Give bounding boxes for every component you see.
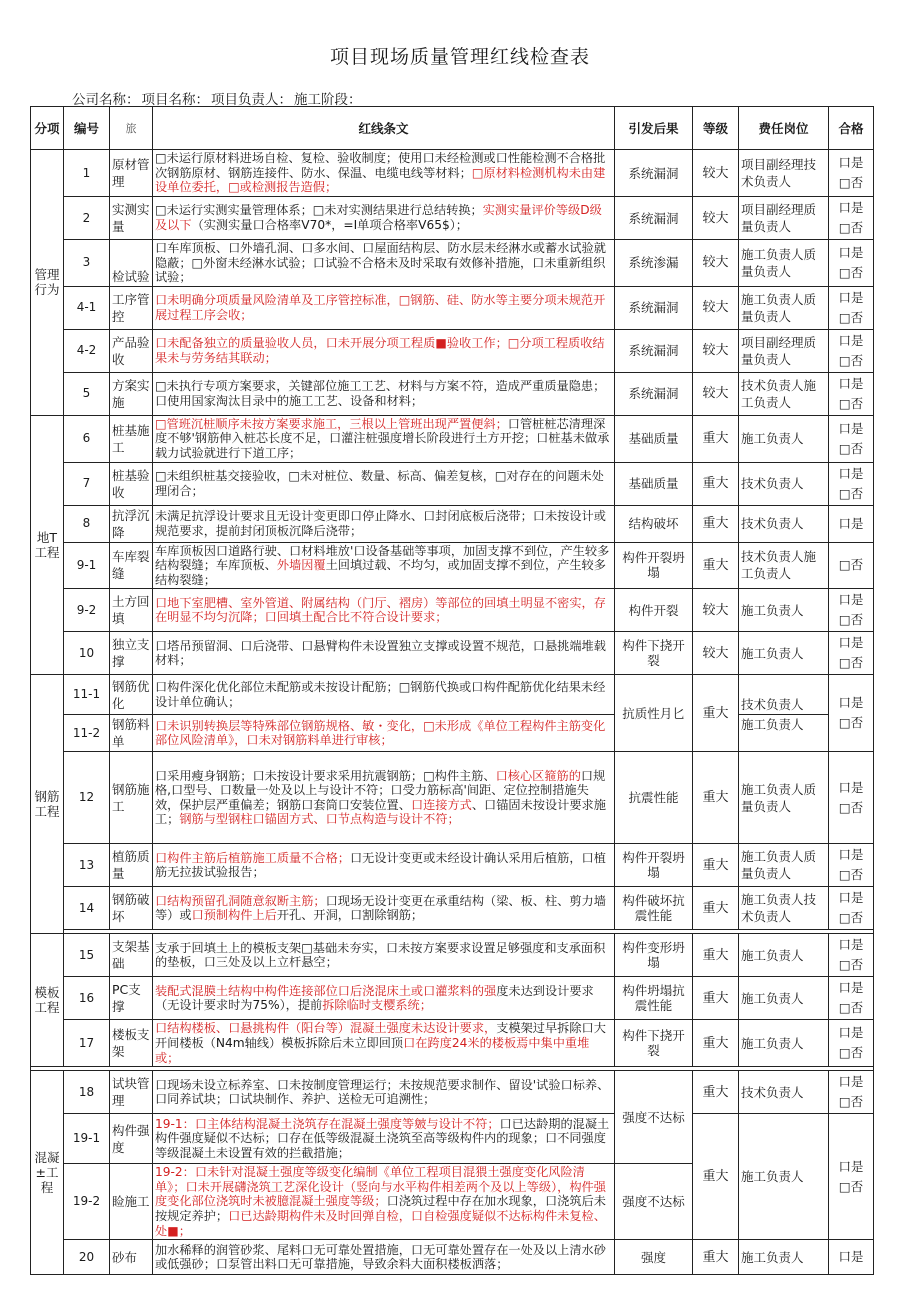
row-consequence: 构件破坏抗震性能 <box>615 887 693 930</box>
row-no: 10 <box>64 632 110 675</box>
table-row <box>31 632 874 675</box>
table-row <box>31 505 874 542</box>
header-level: 等级 <box>693 107 739 150</box>
row-clause <box>153 240 615 287</box>
pass-cell[interactable] <box>829 632 874 675</box>
row-no: 2 <box>64 197 110 240</box>
row-post: 施工负责人 <box>739 1020 829 1067</box>
clause-red-text: 拆除临时支樱系统； <box>322 998 432 1013</box>
pass-no-checkbox[interactable]: □否 <box>838 309 864 325</box>
row-item: 实测实量 <box>110 197 153 240</box>
row-clause <box>153 1071 615 1114</box>
table-row <box>31 542 874 589</box>
table-row <box>31 415 874 462</box>
pass-yes-checkbox[interactable]: 口是 <box>838 155 864 170</box>
project-field: 项目名称： <box>141 92 209 108</box>
clause-red-text: 口未明确分项质量风险清单及工序管控标准，□钢筋、硅、防水等主要分项未规范开展过程工序会收； <box>155 293 606 322</box>
clause-text: 开孔、开洞，口割除钢筋； <box>276 908 424 923</box>
row-clause <box>153 505 615 542</box>
clause-text: 口塔吊预留洞、口后浇带、口悬臂构件未设置独立支撑或设置不规范，口悬挑端堆载材料； <box>155 638 606 668</box>
pass-yes-checkbox[interactable]: 口是 <box>838 1025 864 1041</box>
pass-yes-checkbox[interactable]: 口是 <box>838 779 864 795</box>
clause-text: 、口锚固未按设计要求施工； <box>155 797 606 827</box>
row-no: 3 <box>64 240 110 287</box>
pass-no-checkbox[interactable]: □否 <box>838 485 864 501</box>
pass-cell[interactable] <box>829 505 874 542</box>
pass-yes-checkbox[interactable]: 口是 <box>838 200 864 215</box>
row-consequence: 构件开裂坍塌 <box>615 542 693 589</box>
pass-no-checkbox[interactable]: □否 <box>838 220 864 235</box>
pass-cell[interactable] <box>829 752 874 844</box>
row-clause <box>153 715 615 752</box>
table-row <box>31 844 874 887</box>
clause-text: 口现场未设立标养室、口未按制度管理运行；未按规范要求制作、留设'试验口标养、口同养试块；口试块制作、养护、送检无可追溯性； <box>155 1077 610 1107</box>
table-row <box>31 715 874 752</box>
row-level: 重大 <box>693 462 739 505</box>
table-row <box>31 240 874 287</box>
row-consequence: 系统漏洞 <box>615 329 693 372</box>
section-under: 地T工程 <box>31 415 64 675</box>
row-item: 桩基施工 <box>110 415 153 462</box>
row-item: 支架基础 <box>110 934 153 977</box>
row-clause <box>153 542 615 589</box>
pass-cell[interactable] <box>829 542 874 589</box>
row-consequence: 构件开裂 <box>615 589 693 632</box>
row-item: 检试验 <box>110 240 153 287</box>
row-post: 施工负责人 <box>739 977 829 1020</box>
row-level: 较大 <box>693 329 739 372</box>
row-level: 重大 <box>693 1240 739 1275</box>
inspection-table <box>30 106 874 1275</box>
clause-text: 口车库顶板、口外墙孔洞、口多水间、口屋面结构层、防水层未经淋水或蓄水试验就隐蔽；□外窗未经淋水试验；口试验不合格未及时采取有效修补措施，口未重新组织试验； <box>155 241 606 285</box>
table-row <box>31 887 874 930</box>
row-level: 重大 <box>693 977 739 1020</box>
row-clause <box>153 632 615 675</box>
row-post: 施工负责人质量负责人 <box>739 752 829 844</box>
clause-text: 未满足抗浮设计要求且无设计变更即口停止降水、口封闭底板后浇带；口未按设计或规范要求，提前封闭顶板沉降后浇带； <box>155 508 606 538</box>
header-consequence: 引发后果 <box>615 107 693 150</box>
row-item: 钢筋优化 <box>110 675 153 715</box>
row-clause <box>153 197 615 240</box>
row-post: 项目副经理质量负责人 <box>739 329 829 372</box>
row-consequence: 强度不达标 <box>615 1164 693 1240</box>
clause-text: □未运行实测实量管理体系；□未对实测结果进行总结转换； <box>155 203 483 218</box>
row-no: 9-2 <box>64 589 110 632</box>
pass-yes-checkbox[interactable]: 口是 <box>838 465 864 481</box>
row-consequence: 系统漏洞 <box>615 372 693 415</box>
clause-text: 口无设计变更或未经设计确认采用后植筋，口植筋无拉拔试验报告； <box>155 850 606 880</box>
pass-no-checkbox[interactable]: □否 <box>838 867 864 883</box>
row-post: 施工负责人 <box>739 1114 829 1240</box>
row-consequence: 基础质量 <box>615 462 693 505</box>
pass-no-checkbox[interactable]: □否 <box>838 910 864 926</box>
row-no: 4-2 <box>64 329 110 372</box>
row-post: 施工负责人质量负责人 <box>739 844 829 887</box>
row-item: 钢筋料单 <box>110 715 153 752</box>
row-post: 施工负责人 <box>739 632 829 675</box>
table-row <box>31 197 874 240</box>
row-clause <box>153 1164 615 1240</box>
row-consequence: 强度 <box>615 1240 693 1275</box>
row-level: 重大 <box>693 1114 739 1240</box>
pass-yes-checkbox[interactable]: 口是 <box>838 695 864 711</box>
clause-red-text: 装配式混膜土结构中构件连接部位口后浇混床土或口灌浆料的强 <box>155 983 497 998</box>
row-level: 重大 <box>693 752 739 844</box>
row-level: 较大 <box>693 372 739 415</box>
pass-no-checkbox[interactable]: □否 <box>838 715 864 731</box>
row-no: 12 <box>64 752 110 844</box>
clause-text: （实测实量口合格率V70*，=I单项合格率V65$）； <box>191 218 468 232</box>
pass-cell[interactable] <box>829 150 874 197</box>
pass-yes-checkbox[interactable]: 口是 <box>838 1074 864 1090</box>
pass-no-checkbox[interactable]: □否 <box>838 352 864 368</box>
clause-text: 口采用瘦身钢筋；口未按设计要求采用抗震钢筋；□构件主筋、 <box>155 768 496 783</box>
pass-no-checkbox[interactable]: □否 <box>838 1000 864 1016</box>
row-item: 构件强度 <box>110 1114 153 1164</box>
clause-red-text: 口在跨度24米的楼板焉中集中重堆或； <box>155 1035 590 1065</box>
row-item: 原材管理 <box>110 150 153 197</box>
clause-red-text: 口结构楼板、口悬挑构件（阳台等）混凝土强度未达设计要求， <box>155 1021 497 1036</box>
row-consequence: 系统渗漏 <box>615 240 693 287</box>
pass-yes-checkbox[interactable]: 口是 <box>838 937 864 953</box>
pass-no-checkbox[interactable]: □否 <box>838 655 864 671</box>
row-level: 较大 <box>693 240 739 287</box>
pass-cell[interactable] <box>829 240 874 287</box>
pass-cell[interactable] <box>829 197 874 240</box>
pass-yes-checkbox[interactable]: 口是 <box>838 289 864 305</box>
row-no: 15 <box>64 934 110 977</box>
row-no: 6 <box>64 415 110 462</box>
row-consequence: 系统漏洞 <box>615 197 693 240</box>
table-row <box>31 675 874 715</box>
table-row <box>31 372 874 415</box>
row-post: 施工负责人 <box>739 1240 829 1275</box>
row-clause <box>153 752 615 844</box>
table-row <box>31 462 874 505</box>
row-no: 18 <box>64 1071 110 1114</box>
row-clause <box>153 150 615 197</box>
pass-no-checkbox[interactable]: □否 <box>838 395 864 411</box>
table-row <box>31 329 874 372</box>
row-no: 1 <box>64 150 110 197</box>
clause-text: 度未达到设计要求（无设计要求时为75%），提前 <box>155 983 594 1013</box>
pass-cell[interactable] <box>829 415 874 462</box>
row-item: 钢筋施工 <box>110 752 153 844</box>
row-item: 车库裂缝 <box>110 542 153 589</box>
table-row <box>31 150 874 197</box>
pass-cell[interactable] <box>829 1071 874 1114</box>
company-field: 公司名称： <box>72 92 140 108</box>
clause-text: 土回填过载、不均匀，或加固支撑不到位，产生较多结构裂缝； <box>155 558 606 587</box>
row-no: 8 <box>64 505 110 542</box>
row-no: 11-1 <box>64 675 110 715</box>
clause-text: □未组织桩基交接验收，□未对桩位、数量、标高、偏差复核，□对存在的问题未处理闭合； <box>155 468 604 498</box>
pass-no-checkbox[interactable]: □否 <box>838 799 864 815</box>
row-no: 14 <box>64 887 110 930</box>
row-post: 项目副经理技术负责人 <box>739 150 829 197</box>
pass-no-checkbox[interactable]: □否 <box>838 1178 864 1194</box>
row-item: 楼板支架 <box>110 1020 153 1067</box>
row-clause <box>153 675 615 715</box>
row-item: 独立支撑 <box>110 632 153 675</box>
row-clause <box>153 1240 615 1275</box>
table-row <box>31 1071 874 1114</box>
row-post: 技术负责人 <box>739 505 829 542</box>
clause-text: 车库顶板因口道路行驶、口材料堆放'口设备基础等事项，加固支撑不到位，产生较多结构裂缝；车库顶板、 <box>155 543 610 573</box>
pass-yes-checkbox[interactable]: 口是 <box>838 515 864 531</box>
row-no: 16 <box>64 977 110 1020</box>
pass-yes-checkbox[interactable]: 口是 <box>838 847 864 863</box>
row-clause <box>153 1114 615 1164</box>
section-conc: 混凝±工程 <box>31 1071 64 1275</box>
row-consequence: 系统漏洞 <box>615 286 693 329</box>
section-form: 模板工程 <box>31 934 64 1067</box>
row-clause <box>153 589 615 632</box>
clause-text: 口管桩桩芯清理深度不够'钢筋伸入桩芯长度不足，口灌注桩强度增长阶段进行土方开挖；口桩基未做承载力试验就进行下道工序； <box>155 416 610 460</box>
clause-red-text: 口地下室肥槽、室外管道、附属结构（门厅、褶房）等部位的回填土明显不密实，存在明显不均匀沉降；口回填土配合比不符合设计要求； <box>155 595 606 625</box>
row-clause <box>153 286 615 329</box>
row-post: 施工负责人 <box>739 415 829 462</box>
document-meta <box>72 88 364 108</box>
pass-yes-checkbox[interactable]: 口是 <box>838 1158 864 1174</box>
row-clause <box>153 372 615 415</box>
row-consequence: 构件变形坍塌 <box>615 934 693 977</box>
clause-red-text: 实测实量评价等级D级及以下 <box>155 203 602 232</box>
row-level: 重大 <box>693 1020 739 1067</box>
clause-text: 口构件深化优化部位未配筋或未按设计配筋；□钢筋代换或口构件配筋优化结果未经设计单位确认； <box>155 680 606 709</box>
row-clause <box>153 1020 615 1067</box>
header-no: 编号 <box>64 107 110 150</box>
header-pass: 合格 <box>829 107 874 150</box>
table-row <box>31 1020 874 1067</box>
pass-yes-checkbox[interactable]: 口是 <box>838 244 864 260</box>
row-level: 重大 <box>693 542 739 589</box>
row-level: 重大 <box>693 934 739 977</box>
row-consequence: 构件下挠开裂 <box>615 1020 693 1067</box>
row-item: 砂布 <box>110 1240 153 1275</box>
row-no: 19-1 <box>64 1114 110 1164</box>
row-clause <box>153 462 615 505</box>
pass-cell[interactable] <box>829 844 874 887</box>
clause-red-text: □管班沉桩顺序未按方案要求施工，三根以上管班出现严置便斜； <box>155 416 508 431</box>
row-post: 施工负责人 <box>739 934 829 977</box>
row-level: 重大 <box>693 844 739 887</box>
row-no: 9-1 <box>64 542 110 589</box>
row-post: 施工负责人技术负责人 <box>739 887 829 930</box>
clause-red-text: 口已达龄期构件未及时回弹自检，口自检强度疑似不达标构件未复检、处■； <box>155 1208 606 1238</box>
pass-yes-checkbox[interactable]: 口是 <box>838 332 864 348</box>
pass-yes-checkbox[interactable]: 口是 <box>838 420 864 436</box>
table-row <box>31 589 874 632</box>
clause-red-text: 19-2：口未针对混凝土强度等级变化编制《单位工程项目混猥土强度变化风险清单》；口未开展礴浇筑工艺深化设计（竖向与水平构件相差两个及以上等级），构件强度变化部位浇筑时未被臆混凝土强度等级； <box>155 1165 606 1209</box>
row-level: 重大 <box>693 415 739 462</box>
table-row <box>31 1240 874 1275</box>
header-post: 费任岗位 <box>739 107 829 150</box>
row-level: 较大 <box>693 150 739 197</box>
pass-cell[interactable] <box>829 462 874 505</box>
clause-text: 口规格,口型号、口数量一处及以上与设计不符；口受力筋标高'间距、定位控制措施失效，保护层严重偏差；钢筋口套筒口安装位置、 <box>155 768 606 812</box>
row-post: 项目副经理质量负责人 <box>739 197 829 240</box>
section-rebar: 钢筋工程 <box>31 675 64 934</box>
row-level: 重大 <box>693 505 739 542</box>
table-header <box>31 107 874 150</box>
pass-yes-checkbox[interactable]: 口是 <box>838 375 864 391</box>
clause-text: □未运行原材料进场自检、复检、验收制度；使用口未经检测或口性能检测不合格批次钢筋原材、钢筋连接件、防水、保温、电缆电线等材料； <box>155 151 606 180</box>
clause-red-text: 19-1：口主体结构混凝土浇筑存在混凝土强度等皴与设计不符； <box>155 1116 500 1131</box>
pass-yes-checkbox[interactable]: 口是 <box>838 980 864 996</box>
row-consequence: 基础质量 <box>615 415 693 462</box>
row-level: 较大 <box>693 286 739 329</box>
row-consequence: 构件开裂坍塌 <box>615 844 693 887</box>
row-consequence: 结构破坏 <box>615 505 693 542</box>
row-clause <box>153 887 615 930</box>
row-clause <box>153 415 615 462</box>
row-level: 较大 <box>693 589 739 632</box>
clause-text: 口已达龄期的混凝土构件强度疑似不达标；口存在低等级混凝土浇筑至高等级构件内的现象；口不同强度等级混凝土未设置有效的拦截措施； <box>155 1116 610 1160</box>
row-clause <box>153 329 615 372</box>
pass-cell[interactable] <box>829 329 874 372</box>
pass-yes-checkbox[interactable]: 口是 <box>838 635 864 651</box>
pass-yes-checkbox[interactable]: 口是 <box>838 890 864 906</box>
row-no: 11-2 <box>64 715 110 752</box>
row-level: 重大 <box>693 675 739 752</box>
row-no: 5 <box>64 372 110 415</box>
row-level: 重大 <box>693 887 739 930</box>
row-no: 19-2 <box>64 1164 110 1240</box>
pass-no-checkbox[interactable]: □否 <box>838 957 864 973</box>
clause-red-text: 口未识别转换层等特殊部位钢筋规格、敏・变化，□未形成《单位工程构件主筋变化部位风险清单》，口未对钢筋料单进行审核； <box>155 718 606 748</box>
row-item: 工序管控 <box>110 286 153 329</box>
row-consequence: 抗震性能 <box>615 752 693 844</box>
clause-text: 加水稀释的润管砂浆、尾料口无可靠处置措施，口无可靠处置存在一处及以上清水砂或低强砂；口泵管出料口无可靠措施，导致余料大面积楼板洒落； <box>155 1242 606 1272</box>
row-consequence: 构件下挠开裂 <box>615 632 693 675</box>
pass-cell[interactable] <box>829 887 874 930</box>
pass-no-checkbox[interactable]: □否 <box>838 440 864 456</box>
row-item: 植筋质量 <box>110 844 153 887</box>
section-mgmt: 管理行为 <box>31 150 64 416</box>
row-clause <box>153 934 615 977</box>
pass-no-checkbox[interactable]: □否 <box>838 1045 864 1061</box>
row-item: 试块管理 <box>110 1071 153 1114</box>
pass-cell[interactable] <box>829 286 874 329</box>
row-consequence: 抗质性月匕 <box>615 675 693 752</box>
row-item: PC支撑 <box>110 977 153 1020</box>
row-item: 方案实施 <box>110 372 153 415</box>
clause-red-text: □原材料检测机构未由建设单位委托，□或检测报告造假； <box>155 165 606 195</box>
row-item: 抗浮沉降 <box>110 505 153 542</box>
pass-no-checkbox[interactable]: □否 <box>838 557 864 573</box>
clause-text: 口浇筑过程中存在加水现象，口浇筑后未按规定养护； <box>155 1194 606 1223</box>
table-row <box>31 1114 874 1164</box>
pass-cell[interactable] <box>829 372 874 415</box>
pass-no-checkbox[interactable]: □否 <box>838 1094 864 1110</box>
row-post: 施工负责人 <box>739 715 829 752</box>
row-level: 较大 <box>693 632 739 675</box>
header-clause: 红线条文 <box>153 107 615 150</box>
row-post: 技术负责人施工负责人 <box>739 542 829 589</box>
row-item: 桩基验收 <box>110 462 153 505</box>
manager-field: 项目负责人： <box>211 92 292 108</box>
pass-cell[interactable] <box>829 1020 874 1067</box>
clause-red-text: 口预制构件上后 <box>191 908 277 923</box>
row-no: 17 <box>64 1020 110 1067</box>
page-title: 项目现场质量管理红线检查表 <box>329 46 590 68</box>
row-post: 施工负责人 <box>739 589 829 632</box>
row-level: 重大 <box>693 1071 739 1114</box>
clause-red-text: 钢筋与型钢柱口锚固方式、口节点构造与设计不符； <box>179 812 460 827</box>
table-row <box>31 934 874 977</box>
pass-no-checkbox[interactable]: □否 <box>838 175 864 190</box>
row-post: 技术负责人 <box>739 1071 829 1114</box>
row-clause <box>153 977 615 1020</box>
row-post: 技术负责人 <box>739 462 829 505</box>
header-section: 分项 <box>31 107 64 150</box>
row-consequence: 系统漏洞 <box>615 150 693 197</box>
table-row <box>31 286 874 329</box>
pass-cell[interactable] <box>829 1114 874 1240</box>
row-no: 20 <box>64 1240 110 1275</box>
pass-no-checkbox[interactable]: □否 <box>838 264 864 280</box>
clause-red-text: 口构件主筋后植筋施工质量不合格； <box>155 850 350 865</box>
pass-no-checkbox[interactable]: □否 <box>838 612 864 628</box>
row-post: 技术负责人施工负责人 <box>739 372 829 415</box>
clause-red-text: 口结构预留孔洞随意叙断主筋； <box>155 893 326 908</box>
table-row <box>31 752 874 844</box>
row-consequence: 构件坍塌抗震性能 <box>615 977 693 1020</box>
clause-text: 支承于回填土上的模板支架□基础未夯实，口未按方案要求设置足够强度和支承面积的垫板，口三处及以上立杆悬空； <box>155 940 606 970</box>
row-level: 较大 <box>693 197 739 240</box>
clause-text: 支模架过早拆除口大开间楼板（N4m轴线）模板拆除后未立即回顶 <box>155 1021 606 1050</box>
stage-field: 施工阶段： <box>294 92 362 108</box>
row-item: 睑施工 <box>110 1164 153 1240</box>
clause-text: 口现场无设计变更在承重结构（梁、板、柱、剪力墙等）或 <box>155 893 606 923</box>
row-consequence: 强度不达标 <box>615 1071 693 1164</box>
pass-cell[interactable] <box>829 675 874 752</box>
clause-text: □未执行专项方案要求，关键部位施工工艺、材料与方案不符，造成严重质量隐患；口使用国家淘汰目录中的施工工艺、设备和材料； <box>155 379 606 408</box>
row-no: 4-1 <box>64 286 110 329</box>
pass-yes-checkbox[interactable]: 口是 <box>838 592 864 608</box>
pass-yes-checkbox[interactable]: 口是 <box>838 1249 864 1265</box>
clause-red-text: 口连接方式 <box>410 797 472 812</box>
clause-red-text: 口未配备独立的质量验收人员，口未开展分项工程质■验收工作；□分项工程质收结果未与劳务结其联动； <box>155 336 605 365</box>
clause-red-text: 口核心区箍筋的 <box>495 768 581 783</box>
row-item: 产品验收 <box>110 329 153 372</box>
pass-cell[interactable] <box>829 589 874 632</box>
row-clause <box>153 844 615 887</box>
row-item: 土方回填 <box>110 589 153 632</box>
pass-cell[interactable] <box>829 977 874 1020</box>
row-post: 施工负责人质量负责人 <box>739 240 829 287</box>
pass-cell[interactable] <box>829 934 874 977</box>
header-item: 旅 <box>110 107 153 150</box>
pass-cell[interactable] <box>829 1240 874 1275</box>
row-no: 7 <box>64 462 110 505</box>
clause-red-text: 外墙因覆 <box>276 558 326 573</box>
row-post: 施工负责人质量负责人 <box>739 286 829 329</box>
row-post: 技术负责人 <box>739 675 829 715</box>
row-item: 钢筋破坏 <box>110 887 153 930</box>
row-no: 13 <box>64 844 110 887</box>
table-row <box>31 977 874 1020</box>
